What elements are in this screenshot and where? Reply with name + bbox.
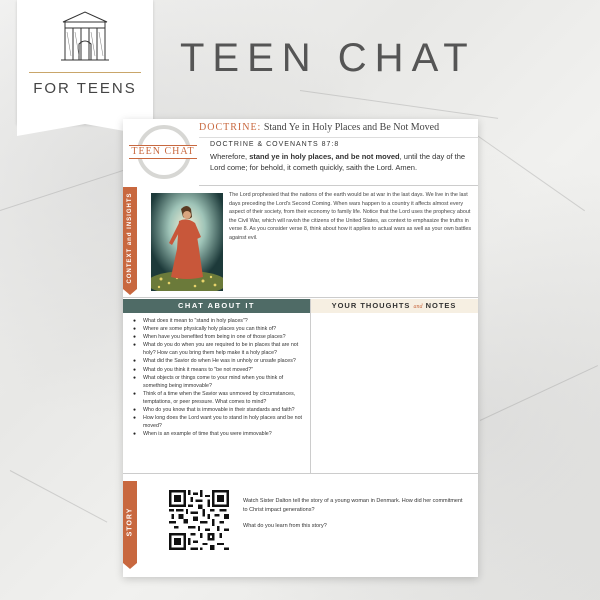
section-divider	[123, 473, 478, 474]
list-item: ● What did the Savior do when He was in unholy or unsafe places?	[133, 357, 307, 365]
context-tab-label: CONTEXT and INSIGHTS	[127, 192, 133, 284]
list-item: ● Who do you know that is immovable in their standards and faith?	[133, 406, 307, 414]
temple-icon	[61, 8, 109, 64]
section-divider	[123, 297, 478, 298]
doctrine-label: DOCTRINE:	[199, 122, 262, 133]
scripture-verse: Wherefore, stand ye in holy places, and be not moved, until the day of the Lord come; for behold, it cometh quickly, saith the Lord. Amen.	[210, 152, 466, 172]
story-tab-notch	[123, 563, 137, 569]
verse-emphasis: stand ye in holy places, and be not moved	[249, 152, 400, 161]
marble-vein	[480, 365, 598, 421]
worksheet-page	[123, 119, 478, 577]
page-title: TEEN CHAT	[180, 36, 476, 80]
story-line-1: Watch Sister Dalton tell the story of a young woman in Denmark. How did her commitment to Christ impact generations?	[243, 498, 463, 513]
list-item: ● When have you benefited from being in one of those places?	[133, 333, 307, 341]
woman-painting-image	[151, 193, 223, 291]
story-prompt	[243, 497, 465, 539]
doctrine-divider	[199, 137, 478, 138]
teen-chat-logo	[129, 123, 197, 185]
scripture-reference: DOCTRINE & COVENANTS 87:8	[210, 141, 340, 148]
column-divider	[310, 299, 311, 473]
context-paragraph: The Lord prophesied that the nations of the earth would be at war in the last days. We live in the last days preceding the Lord's Second Coming. When wars happen to a country it affects almost every aspect of their society, from their economy to family life. Notice that the Lord uses the prophecy about the Civil War, which will ravish the citizens of the United States, as context to emphasize the truths in verse 8. As you consider verse 8, think about how it applies to actual wars as well as your own battles against evil.	[229, 192, 472, 241]
story-tab	[123, 481, 137, 563]
thoughts-notes-heading: YOUR THOUGHTS and NOTES	[310, 299, 478, 313]
badge-rule	[29, 72, 141, 73]
badge-label: FOR TEENS	[33, 80, 137, 97]
story-tab-label: STORY	[126, 507, 134, 537]
context-tab-notch	[123, 289, 137, 295]
logo-text: TEEN CHAT	[129, 145, 197, 159]
chat-about-it-heading: CHAT ABOUT IT	[123, 299, 310, 313]
list-item: ● Where are some physically holy places you can think of?	[133, 325, 307, 333]
marble-vein	[470, 130, 585, 211]
marble-vein	[10, 470, 108, 523]
list-item: ● What do you think it means to "be not moved?"	[133, 366, 307, 374]
doctrine-title: Stand Ye in Holy Places and Be Not Moved	[263, 122, 440, 133]
story-line-2: What do you learn from this story?	[243, 523, 327, 530]
for-teens-badge	[17, 0, 153, 124]
verse-divider	[199, 185, 478, 186]
list-item: ● What do you do when you are required to be in places that are not holy? How can you bring them help make it a holy place?	[133, 341, 307, 357]
doctrine-heading	[199, 122, 439, 133]
list-item: ● What does it mean to "stand in holy places"?	[133, 317, 307, 325]
marble-vein	[300, 90, 498, 119]
list-item: ● What objects or things come to your mind when you think of something being immovable?	[133, 374, 307, 390]
chat-question-list	[133, 317, 307, 438]
list-item: ● Think of a time when the Savior was unmoved by circumstances, temptations, or peer pressure. What comes to mind?	[133, 390, 307, 406]
qr-code-icon[interactable]	[169, 490, 229, 550]
list-item: ● How long does the Lord want you to stand in holy places and be not moved?	[133, 414, 307, 430]
context-tab	[123, 187, 137, 289]
list-item: ● When is an example of time that you were immovable?	[133, 430, 307, 438]
